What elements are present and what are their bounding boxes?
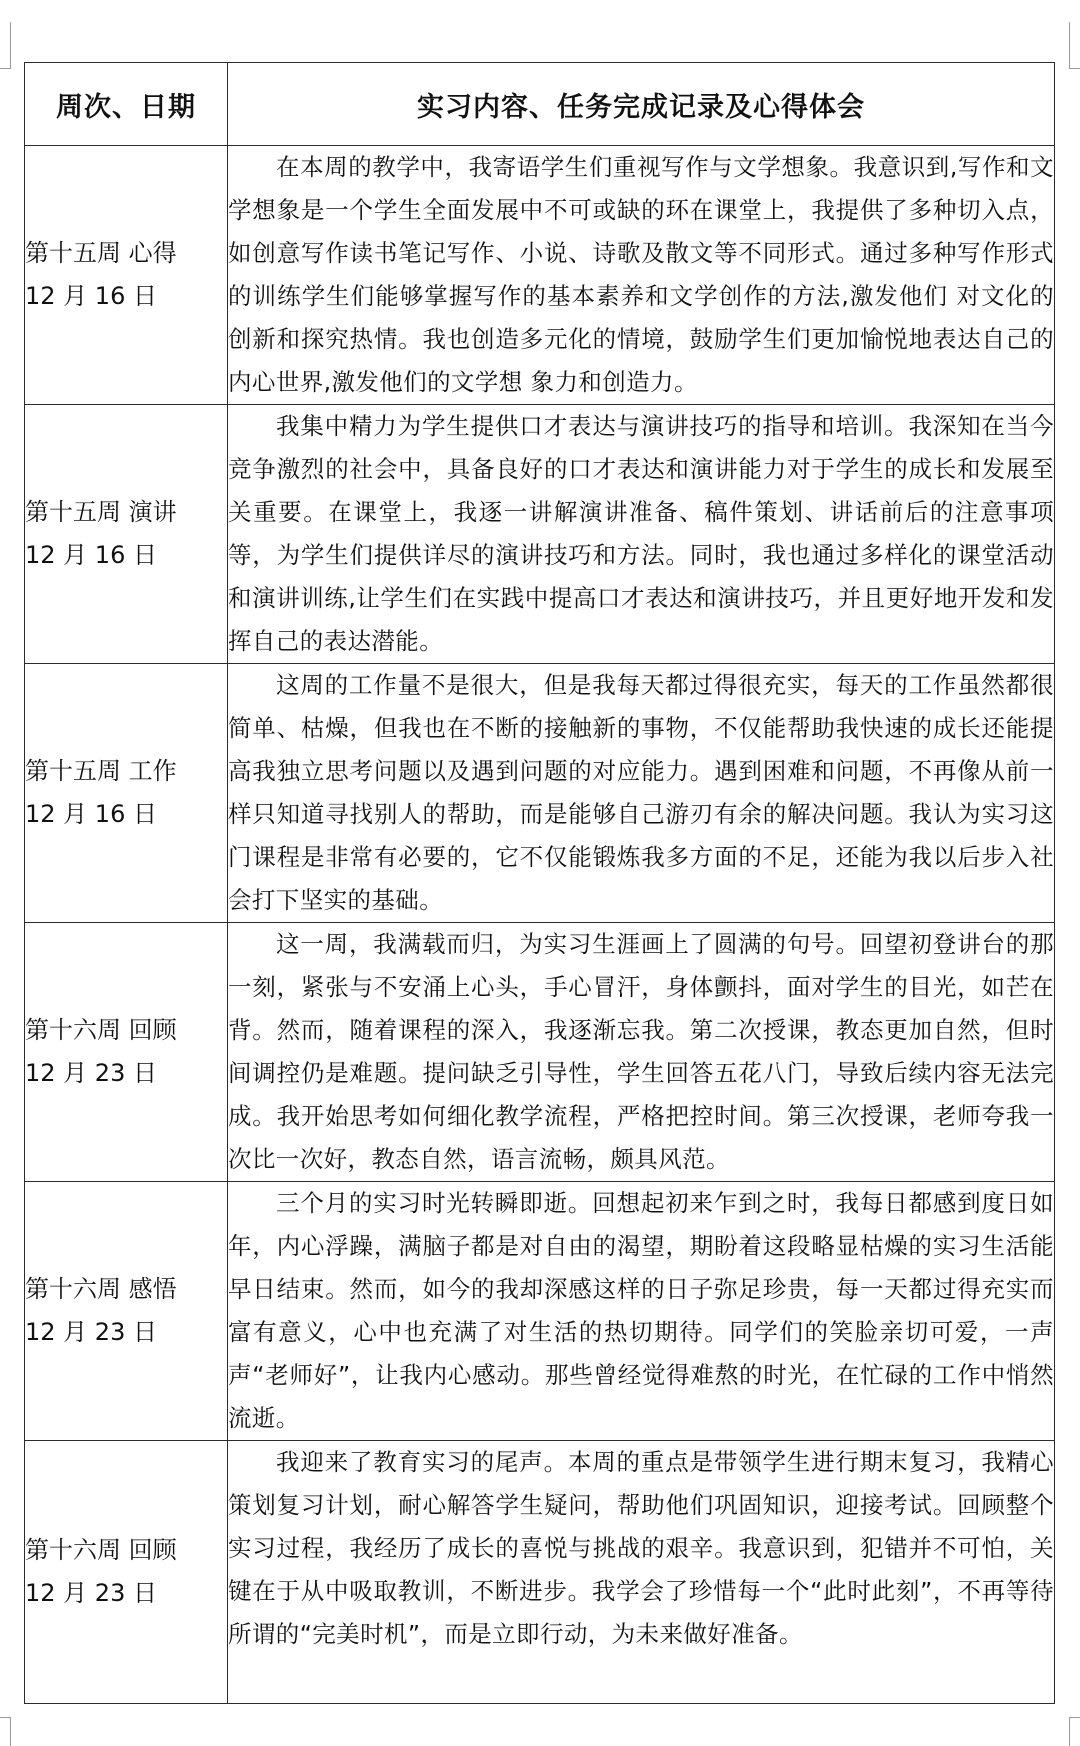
table-row [25,923,1055,1182]
date-label: 12 月 16 日 [25,541,157,569]
date-label: 12 月 23 日 [25,1059,157,1087]
date-label: 12 月 23 日 [25,1579,157,1607]
week-date-cell [25,146,228,405]
week-date-cell [25,405,228,664]
table-row [25,1182,1055,1441]
crop-mark-top-left [0,22,11,69]
date-label: 12 月 16 日 [25,282,157,310]
week-date-cell [25,1182,228,1441]
week-label: 第十五周 工作 [25,757,177,785]
table-row [25,146,1055,405]
table-header-row [25,63,1055,146]
date-label: 12 月 16 日 [25,800,157,828]
crop-mark-bottom-left [0,1717,11,1746]
content-cell: 三个月的实习时光转瞬即逝。回想起初来乍到之时，我每日都感到度日如年，内心浮躁，满脑子都是对自由的渴望，期盼着这段略显枯燥的实习生活能早日结束。然而，如今的我却深感这样的日子弥足珍贵，每一天都过得充实而富有意义，心中也充满了对生活的热切期待。同学们的笑脸亲切可爱，一声声“老师好”，让我内心感动。那些曾经觉得难熬的时光，在忙碌的工作中悄然流逝。 [228,1182,1055,1441]
content-cell: 我迎来了教育实习的尾声。本周的重点是带领学生进行期末复习，我精心策划复习计划，耐心解答学生疑问，帮助他们巩固知识，迎接考试。回顾整个实习过程，我经历了成长的喜悦与挑战的艰辛。我意识到，犯错并不可怕，关键在于从中吸取教训，不断进步。我学会了珍惜每一个“此时此刻”，不再等待所谓的“完美时机”，而是立即行动，为未来做好准备。 [228,1441,1055,1704]
content-cell: 我集中精力为学生提供口才表达与演讲技巧的指导和培训。我深知在当今竞争激烈的社会中，具备良好的口才表达和演讲能力对于学生的成长和发展至关重要。在课堂上，我逐一讲解演讲准备、稿件策划、讲话前后的注意事项等，为学生们提供详尽的演讲技巧和方法。同时，我也通过多样化的课堂活动和演讲训练,让学生们在实践中提高口才表达和演讲技巧，并且更好地开发和发挥自己的表达潜能。 [228,405,1055,664]
content-cell: 在本周的教学中，我寄语学生们重视写作与文学想象。我意识到,写作和文学想象是一个学生全面发展中不可或缺的环在课堂上，我提供了多种切入点，如创意写作读书笔记写作、小说、诗歌及散文等不同形式。通过多种写作形式的训练学生们能够掌握写作的基本素养和文学创作的方法,激发他们 对文化的创新和探究热情。我也创造多元化的情境，鼓励学生们更加愉悦地表达自己的内心世界,激发他们的文学想 象力和创造力。 [228,146,1055,405]
week-label: 第十六周 感悟 [25,1275,177,1303]
table-row [25,405,1055,664]
content-cell: 这一周，我满载而归，为实习生涯画上了圆满的句号。回望初登讲台的那一刻，紧张与不安涌上心头，手心冒汗，身体颤抖，面对学生的目光，如芒在背。然而，随着课程的深入，我逐渐忘我。第二次授课，教态更加自然，但时间调控仍是难题。提问缺乏引导性，学生回答五花八门，导致后续内容无法完成。我开始思考如何细化教学流程，严格把控时间。第三次授课，老师夸我一次比一次好，教态自然，语言流畅，颇具风范。 [228,923,1055,1182]
week-date-cell [25,664,228,923]
week-label: 第十六周 回顾 [25,1016,177,1044]
week-date-cell [25,1441,228,1704]
table-row [25,1441,1055,1704]
crop-mark-bottom-right [1069,1717,1080,1746]
header-content: 实习内容、任务完成记录及心得体会 [228,63,1055,146]
table-row [25,664,1055,923]
week-label: 第十五周 演讲 [25,498,177,526]
crop-mark-top-right [1069,22,1080,69]
content-cell: 这周的工作量不是很大，但是我每天都过得很充实，每天的工作虽然都很简单、枯燥，但我也在不断的接触新的事物，不仅能帮助我快速的成长还能提高我独立思考问题以及遇到问题的对应能力。遇到困难和问题，不再像从前一样只知道寻找别人的帮助，而是能够自己游刃有余的解决问题。我认为实习这门课程是非常有必要的，它不仅能锻炼我多方面的不足，还能为我以后步入社会打下坚实的基础。 [228,664,1055,923]
week-label: 第十六周 回顾 [25,1536,177,1564]
header-week-date: 周次、日期 [25,63,228,146]
internship-log-table [24,62,1055,1704]
week-date-cell [25,923,228,1182]
date-label: 12 月 23 日 [25,1318,157,1346]
week-label: 第十五周 心得 [25,239,177,267]
